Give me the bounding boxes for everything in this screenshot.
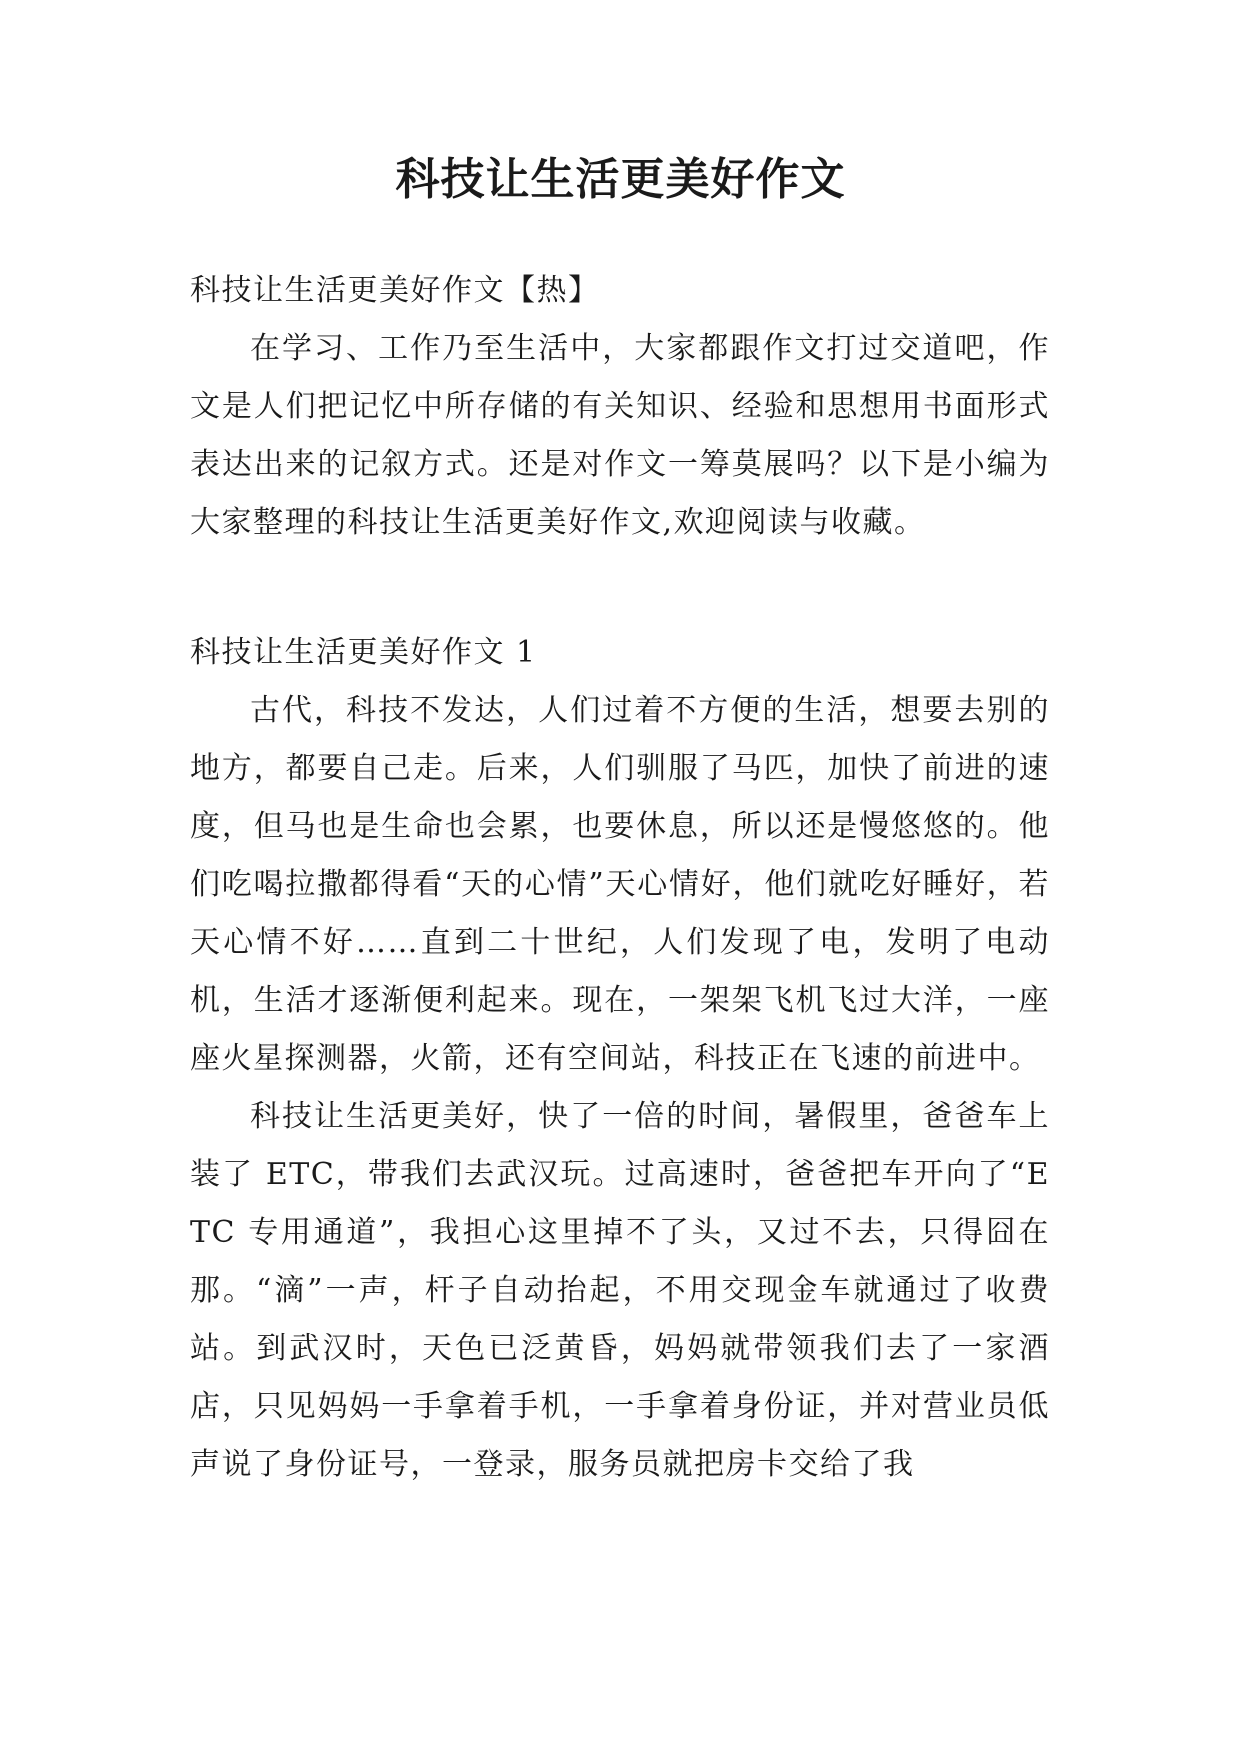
- document-body: [190, 262, 1050, 1494]
- document-title: 科技让生活更美好作文: [395, 154, 846, 205]
- section-gap: [190, 552, 1050, 624]
- section-paragraph: 古代，科技不发达，人们过着不方便的生活，想要去别的地方，都要自己走。后来，人们驯服了马匹，加快了前进的速度，但马也是生命也会累，也要休息，所以还是慢悠悠的。他们吃喝拉撒都得看“天的心情”天心情好，他们就吃好睡好，若天心情不好……直到二十世纪，人们发现了电，发明了电动机，生活才逐渐便利起来。现在，一架架飞机飞过大洋，一座座火星探测器，火箭，还有空间站，科技正在飞速的前进中。: [190, 693, 1050, 1076]
- intro-heading: 科技让生活更美好作文【热】: [190, 273, 600, 308]
- section-paragraph: 科技让生活更美好，快了一倍的时间，暑假里，爸爸车上装了 ETC，带我们去武汉玩。过高速时，爸爸把车开向了“ETC 专用通道”，我担心这里掉不了头，又过不去，只得囧在那。“滴”一声，杆子自动抬起，不用交现金车就通过了收费站。到武汉时，天色已泛黄昏，妈妈就带领我们去了一家酒店，只见妈妈一手拿着手机，一手拿着身份证，并对营业员低声说了身份证号，一登录，服务员就把房卡交给了我: [190, 1099, 1050, 1482]
- intro-paragraph: 在学习、工作乃至生活中，大家都跟作文打过交道吧，作文是人们把记忆中所存储的有关知识、经验和思想用书面形式表达出来的记叙方式。还是对作文一筹莫展吗？以下是小编为大家整理的科技让生活更美好作文,欢迎阅读与收藏。: [190, 331, 1050, 540]
- section-heading: 科技让生活更美好作文 1: [190, 635, 537, 670]
